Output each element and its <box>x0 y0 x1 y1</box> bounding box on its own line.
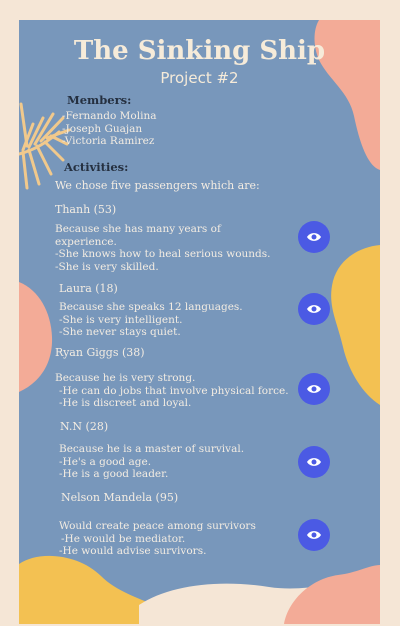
reason-line: -She never stays quiet. <box>59 326 181 338</box>
reason-line: experience. <box>55 235 117 248</box>
members-heading: Members: <box>67 93 132 107</box>
eye-icon <box>306 529 322 541</box>
reason-line: Because she speaks 12 languages. <box>59 301 243 313</box>
pink-blob-bottom-right <box>284 565 380 624</box>
passenger-reasons <box>59 520 256 558</box>
reason-line: -She knows how to heal serious wounds. <box>55 248 271 260</box>
reason-line: Because he is very strong. <box>55 372 196 384</box>
passenger-reasons <box>55 372 289 410</box>
view-passenger-button[interactable] <box>298 293 330 325</box>
reason-line: -He would be mediator. <box>61 532 186 545</box>
pink-blob-left <box>19 282 54 392</box>
reason-line: -She is very intelligent. <box>59 313 183 326</box>
view-passenger-button[interactable] <box>298 221 330 253</box>
reason-line: -She is very skilled. <box>55 260 159 273</box>
passenger-reasons <box>59 301 243 339</box>
reason-line: Because he is a master of survival. <box>59 443 245 455</box>
passenger-name: Ryan Giggs (38) <box>55 346 145 359</box>
member-name: -Joseph Guajan <box>62 122 143 135</box>
view-passenger-button[interactable] <box>298 373 330 405</box>
members-list <box>62 110 156 148</box>
passenger-reasons <box>55 223 271 273</box>
reason-line: -He is a good leader. <box>59 468 169 480</box>
passenger-name: N.N (28) <box>60 420 109 433</box>
eye-icon <box>306 303 322 315</box>
view-passenger-button[interactable] <box>298 446 330 478</box>
reason-line: -He's a good age. <box>59 455 152 468</box>
eye-icon <box>306 456 322 468</box>
page-subtitle: Project #2 <box>160 69 239 87</box>
passenger-reasons <box>59 443 244 481</box>
passenger-name: Nelson Mandela (95) <box>61 491 179 504</box>
poster-card <box>19 20 380 624</box>
member-name: -Fernando Molina <box>62 110 157 122</box>
member-name: -Victoria Ramirez <box>62 135 155 147</box>
eye-icon <box>306 231 322 243</box>
reason-line: -He would advise survivors. <box>59 545 207 557</box>
activities-intro: We chose five passengers which are: <box>55 179 260 192</box>
passenger-name: Laura (18) <box>59 282 118 295</box>
page-title: The Sinking Ship <box>73 36 326 66</box>
reason-line: Would create peace among survivors <box>59 520 256 532</box>
reason-line: -He can do jobs that involve physical force. <box>59 384 289 397</box>
reason-line: -He is discreet and loyal. <box>59 397 192 409</box>
passenger-name: Thanh (53) <box>55 203 117 216</box>
view-passenger-button[interactable] <box>298 519 330 551</box>
activities-heading: Activities: <box>64 160 129 174</box>
reason-line: Because she has many years of <box>55 223 221 235</box>
eye-icon <box>306 383 322 395</box>
